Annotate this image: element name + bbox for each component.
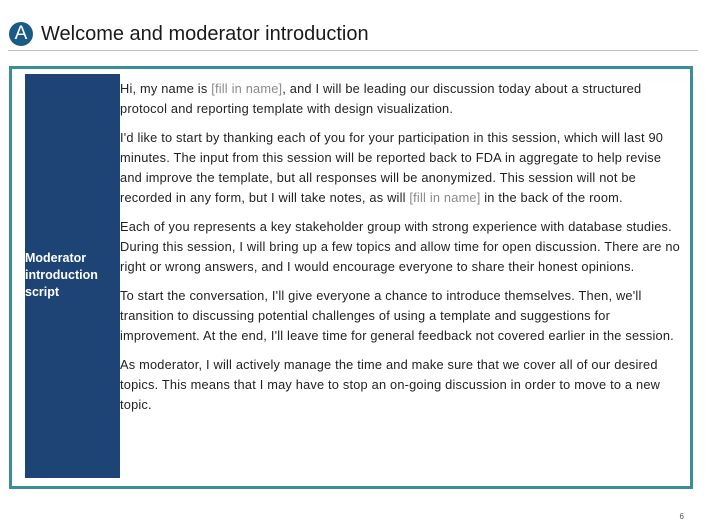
script-paragraph-2 [120,128,685,208]
p2-text-b: in the back of the room. [480,190,623,205]
header-divider [8,50,698,51]
sidebar-panel [25,74,120,478]
section-letter-badge: A [9,22,33,46]
sidebar-label-line1: Moderator [25,251,87,265]
script-paragraph-3: Each of you represents a key stakeholder group with strong experience with database studies. During this session, I will bring up a few topics and allow time for open discussion. There are no right or wrong answers, and I would encourage everyone to share their honest opinions. [120,219,680,274]
page-number: 6 [679,512,684,521]
script-paragraph-5: As moderator, I will actively manage the time and make sure that we cover all of our desired topics. This means that I may have to stop an on-going discussion in order to move to a new topic. [120,357,661,412]
script-frame [9,66,693,489]
fill-in-name-placeholder: [fill in name] [211,81,283,96]
script-content [120,79,685,424]
p2-text-a: I'd like to start by thanking each of you for your participation in this session, which will last 90 minutes. The input from this session will be reported back to FDA in aggregate to help revise and improve the template, but all responses will be anonymized. This session will not be recorded in any form, but I will take notes, as will [120,130,664,205]
script-paragraph-1 [120,79,685,119]
section-header [9,22,369,46]
script-paragraph-4: To start the conversation, I'll give everyone a chance to introduce themselves. Then, we'll transition to discussing potential challenges of using a template and suggestions for improvement. At the end, I'll leave time for general feedback not covered earlier in the session. [120,288,674,343]
p1-text-b: , and I will be leading our discussion today about a structured protocol and reporting template with design visualization. [120,81,642,116]
fill-in-name-placeholder: [fill in name] [409,190,481,205]
page-title: Welcome and moderator introduction [41,22,369,45]
sidebar-label-line2: introduction [25,268,98,282]
p1-text-a: Hi, my name is [120,81,212,96]
sidebar-label [25,250,125,301]
sidebar-label-line3: script [25,285,60,299]
